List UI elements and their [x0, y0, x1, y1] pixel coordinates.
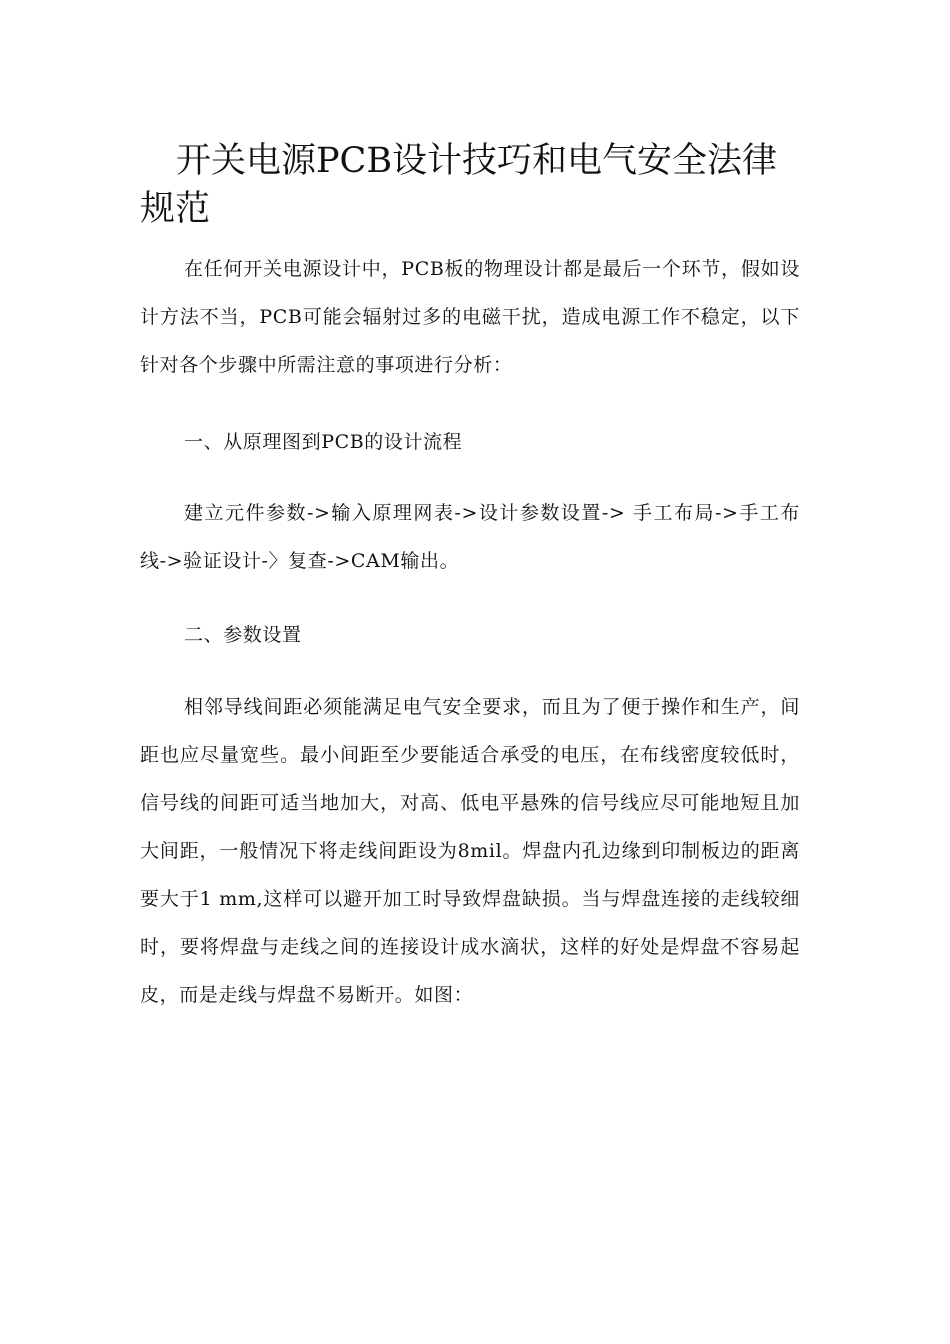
- section-2-heading: 二、参数设置: [184, 624, 302, 646]
- section-2-paragraph: 相邻导线间距必须能满足电气安全要求，而且为了便于操作和生产，间距也应尽量宽些。最小间距至少要能适合承受的电压，在布线密度较低时，信号线的间距可适当地加大，对高、低电平悬殊的信号线应尽可能地短且加大间距，一般情况下将走线间距设为8mil。焊盘内孔边缘到印制板边的距离要大于1 mm,这样可以避开加工时导致焊盘缺损。当与焊盘连接的走线较细时，要将焊盘与走线之间的连接设计成水滴状，这样的好处是焊盘不容易起皮，而是走线与焊盘不易断开。如图：: [140, 696, 800, 1006]
- document-title: 开关电源PCB设计技巧和电气安全法律规范: [140, 141, 778, 230]
- section-1-heading: 一、从原理图到PCB的设计流程: [184, 431, 463, 453]
- section-1-paragraph: 建立元件参数->输入原理网表->设计参数设置-> 手工布局->手工布线->验证设计-〉复查->CAM输出。: [140, 502, 800, 572]
- intro-paragraph: 在任何开关电源设计中，PCB板的物理设计都是最后一个环节，假如设计方法不当，PCB可能会辐射过多的电磁干扰，造成电源工作不稳定，以下针对各个步骤中所需注意的事项进行分析：: [140, 258, 800, 376]
